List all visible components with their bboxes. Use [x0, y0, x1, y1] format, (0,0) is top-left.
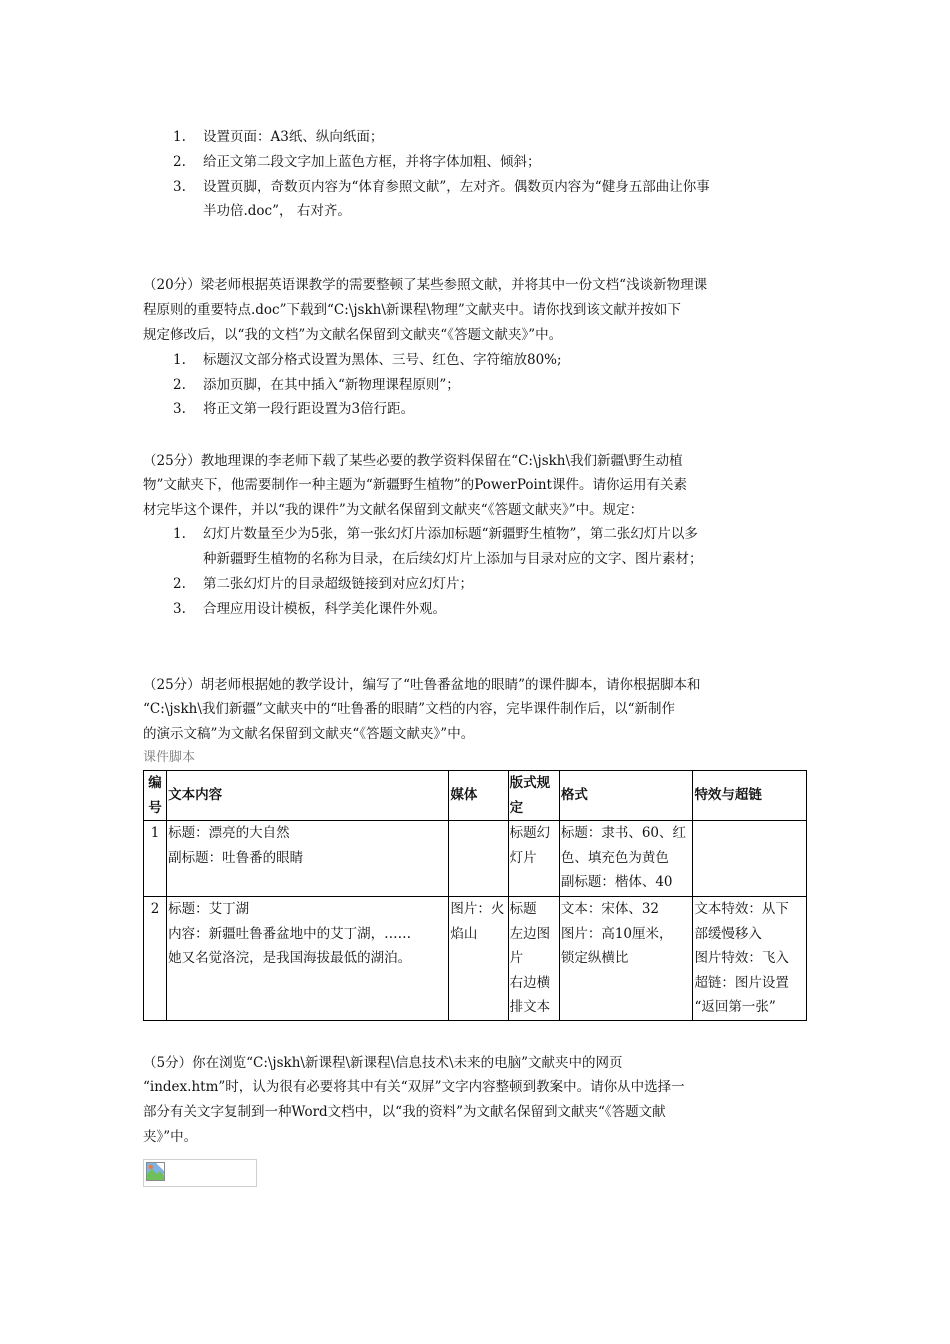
list-number: 2. [173, 576, 186, 592]
cell-effects [693, 821, 807, 897]
cell-no: 1 [144, 821, 167, 897]
cell-content: 标题：漂亮的大自然 副标题：吐鲁番的眼睛 [167, 821, 449, 897]
cell-effects: 文本特效：从下 部缓慢移入 图片特效：飞入 超链：图片设置 “返回第一张” [693, 897, 807, 1021]
paragraph-line: “C:\jskh\我们新疆”文献夹中的“吐鲁番的眼睛”文档的内容，完毕课件制作后，以“新制作 [143, 701, 675, 717]
header-content: 文本内容 [167, 771, 449, 821]
paragraph-line: （25分）教地理课的李老师下载了某些必要的教学资料保留在“C:\jskh\我们新疆\野生动植 [143, 453, 683, 469]
paragraph-line: “index.htm”时，认为很有必要将其中有关“双屏”文字内容整顿到教案中。请你从中选择一 [143, 1079, 685, 1095]
list-number: 1. [173, 352, 186, 368]
header-format: 格式 [559, 771, 693, 821]
courseware-script-table [143, 770, 807, 1021]
paragraph-line: 的演示文稿”为文献名保留到文献夹“《答题文献夹》”中。 [143, 726, 475, 742]
cell-content: 标题：艾丁湖 内容：新疆吐鲁番盆地中的艾丁湖，…… 她又名觉洛浣，是我国海拔最低的湖泊。 [167, 897, 449, 1021]
table-header-row [144, 771, 807, 821]
header-effects: 特效与超链 [693, 771, 807, 821]
list-item-text: 设置页脚，奇数页内容为“体育参照文献”，左对齐。偶数页内容为“健身五部曲让你事 [203, 179, 710, 195]
list-item-text: 将正文第一段行距设置为3倍行距。 [203, 401, 415, 417]
cell-layout: 标题幻 灯片 [508, 821, 559, 897]
cell-media: 图片：火 焰山 [449, 897, 508, 1021]
header-layout: 版式规 定 [508, 771, 559, 821]
paragraph-line: 规定修改后，以“我的文档”为文献名保留到文献夹“《答题文献夹》”中。 [143, 327, 563, 343]
list-number: 2. [173, 377, 186, 393]
paragraph-line: 物”文献夹下，他需要制作一种主题为“新疆野生植物”的PowerPoint课件。请你运用有关素 [143, 477, 687, 493]
list-item-text: 标题汉文部分格式设置为黑体、三号、红色、字符缩放80%; [203, 352, 562, 368]
cell-layout: 标题 左边图 片 右边横 排文本 [508, 897, 559, 1021]
paragraph-line: 材完毕这个课件，并以“我的课件”为文献名保留到文献夹“《答题文献夹》”中。规定： [143, 502, 644, 518]
paragraph-line: 程原则的重要特点.doc”下载到“C:\jskh\新课程\物理”文献夹中。请你找到该文献并按如下 [143, 302, 681, 318]
list-number: 2. [173, 154, 186, 170]
list-item-text: 第二张幻灯片的目录超级链接到对应幻灯片； [203, 576, 473, 592]
paragraph-line: （25分）胡老师根据她的教学设计，编写了“吐鲁番盆地的眼睛”的课件脚本，请你根据脚本和 [143, 677, 701, 693]
list-item-text: 设置页面：A3纸、纵向纸面； [203, 129, 384, 145]
list-item-text: 添加页脚，在其中插入“新物理课程原则”； [203, 377, 460, 393]
paragraph-line: 部分有关文字复制到一种Word文档中，以“我的资料”为文献名保留到文献夹“《答题文献 [143, 1104, 666, 1120]
list-number: 1. [173, 526, 186, 542]
paragraph-line: 夹》”中。 [143, 1129, 198, 1145]
list-item-text-continued: 种新疆野生植物的名称为目录，在后续幻灯片上添加与目录对应的文字、图片素材； [203, 551, 703, 567]
list-number: 1. [173, 129, 186, 145]
table-caption: 课件脚本 [143, 750, 196, 765]
list-item-text: 幻灯片数量至少为5张，第一张幻灯片添加标题“新疆野生植物”，第二张幻灯片以多 [203, 526, 698, 542]
header-media: 媒体 [449, 771, 508, 821]
broken-image [143, 1159, 257, 1187]
paragraph-line: （5分）你在浏览“C:\jskh\新课程\新课程\信息技术\未来的电脑”文献夹中的网页 [143, 1055, 623, 1071]
table-row [144, 897, 807, 1021]
list-item-text-continued: 半功倍.doc”， 右对齐。 [203, 203, 351, 219]
list-number: 3. [173, 179, 186, 195]
cell-no: 2 [144, 897, 167, 1021]
list-item-text: 合理应用设计模板，科学美化课件外观。 [203, 601, 446, 617]
paragraph-line: （20分）梁老师根据英语课教学的需要整顿了某些参照文献，并将其中一份文档“浅谈新物理课 [143, 277, 708, 293]
table-row [144, 821, 807, 897]
list-item-text: 给正文第二段文字加上蓝色方框，并将字体加粗、倾斜； [203, 154, 541, 170]
cell-format: 标题：隶书、60、红 色、填充色为黄色 副标题：楷体、40 [559, 821, 693, 897]
list-number: 3. [173, 601, 186, 617]
cell-media [449, 821, 508, 897]
header-no: 编 号 [144, 771, 167, 821]
broken-image-icon [146, 1162, 165, 1181]
cell-format: 文本：宋体、32 图片：高10厘米， 锁定纵横比 [559, 897, 693, 1021]
list-number: 3. [173, 401, 186, 417]
